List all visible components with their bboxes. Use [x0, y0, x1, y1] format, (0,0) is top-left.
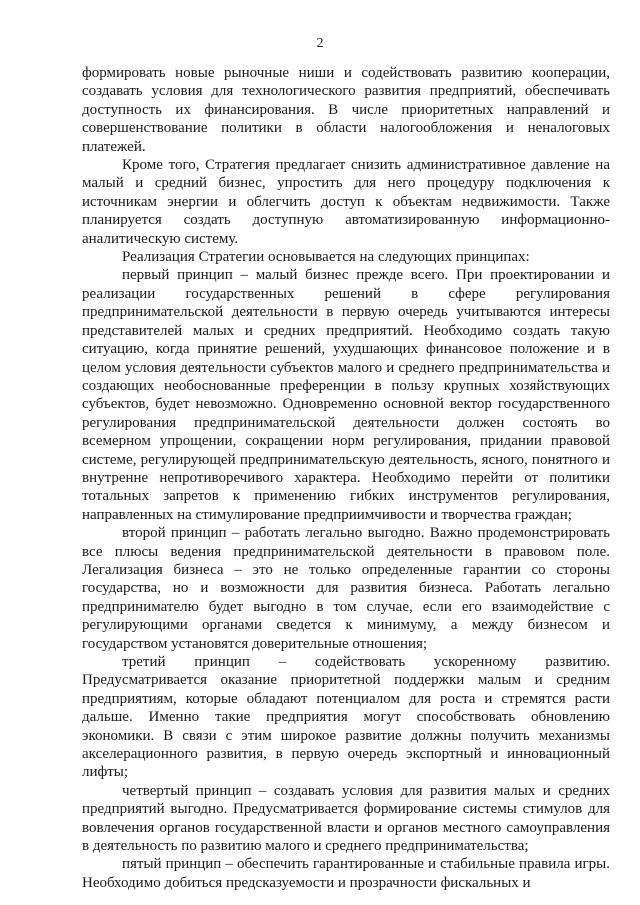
document-body [82, 64, 610, 892]
paragraph-principle-2: второй принцип – работать легально выгодно. Важно продемонстрировать все плюсы ведения предпринимательской деятельности в правовом поле. Легализация бизнеса – это не только определенные гарантии со стороны государства, но и возможности для развития бизнеса. Работать легально предпринимателю будет выгодно в том случае, если его взаимодействие с регулирующими органами сведется к минимуму, а между бизнесом и государством установятся доверительные отношения; [82, 525, 610, 652]
paragraph-principle-3: третий принцип – содействовать ускоренному развитию. Предусматривается оказание приоритетной поддержки малым и средним предприятиям, которые обладают потенциалом для роста и стремятся расти дальше. Именно такие предприятия могут способствовать обновлению экономики. В связи с этим широкое развитие должны получить механизмы акселерационного развития, в первую очередь экспортный и инновационный лифты; [82, 654, 610, 781]
page-number: 2 [316, 36, 324, 51]
paragraph-principle-4: четвертый принцип – создавать условия для развития малых и средних предприятий выгодно. Предусматривается формирование системы стимулов для вовлечения органов государственной власти и органов местного самоуправления в деятельность по развитию малого и среднего предпринимательства; [82, 782, 610, 855]
paragraph-principle-1: первый принцип – малый бизнес прежде всего. При проектировании и реализации государственных решений в сфере регулирования предпринимательской деятельности в первую очередь учитываются интересы представителей малых и средних предприятий. Необходимо создать такую ситуацию, когда принятие решений, ухудшающих финансовое положение и в целом условия деятельности субъектов малого и среднего предпринимательства и создающих необоснованные преференции в пользу крупных хозяйствующих субъектов, будет невозможно. Одновременно основной вектор государственного регулирования предпринимательской деятельности должен состоять во всемерном упрощении, сокращении норм регулирования, придании правовой системе, регулирующей предпринимательскую деятельность, ясного, понятного и внутренне непротиворечивого характера. Необходимо перейти от политики тотальных запретов к применению гибких инструментов регулирования, направленных на стимулирование предприимчивости и творчества граждан; [82, 267, 610, 523]
paragraph-principle-5: пятый принцип – обеспечить гарантированные и стабильные правила игры. Необходимо добиться предсказуемости и прозрачности фискальных и [82, 856, 610, 891]
paragraph-strategy-proposals: Кроме того, Стратегия предлагает снизить административное давление на малый и средний бизнес, упростить для него процедуру подключения к источникам энергии и облегчить доступ к объектам недвижимости. Также планируется создать доступную автоматизированную информационно-аналитическую систему. [82, 157, 610, 247]
paragraph-principles-heading: Реализация Стратегии основывается на следующих принципах: [122, 249, 530, 266]
paragraph-intro-continuation: формировать новые рыночные ниши и содействовать развитию кооперации, создавать условия для технологического развития предприятий, обеспечивать доступность их финансирования. В числе приоритетных направлений и совершенствование политики в области налогообложения и неналоговых платежей. [82, 65, 610, 155]
